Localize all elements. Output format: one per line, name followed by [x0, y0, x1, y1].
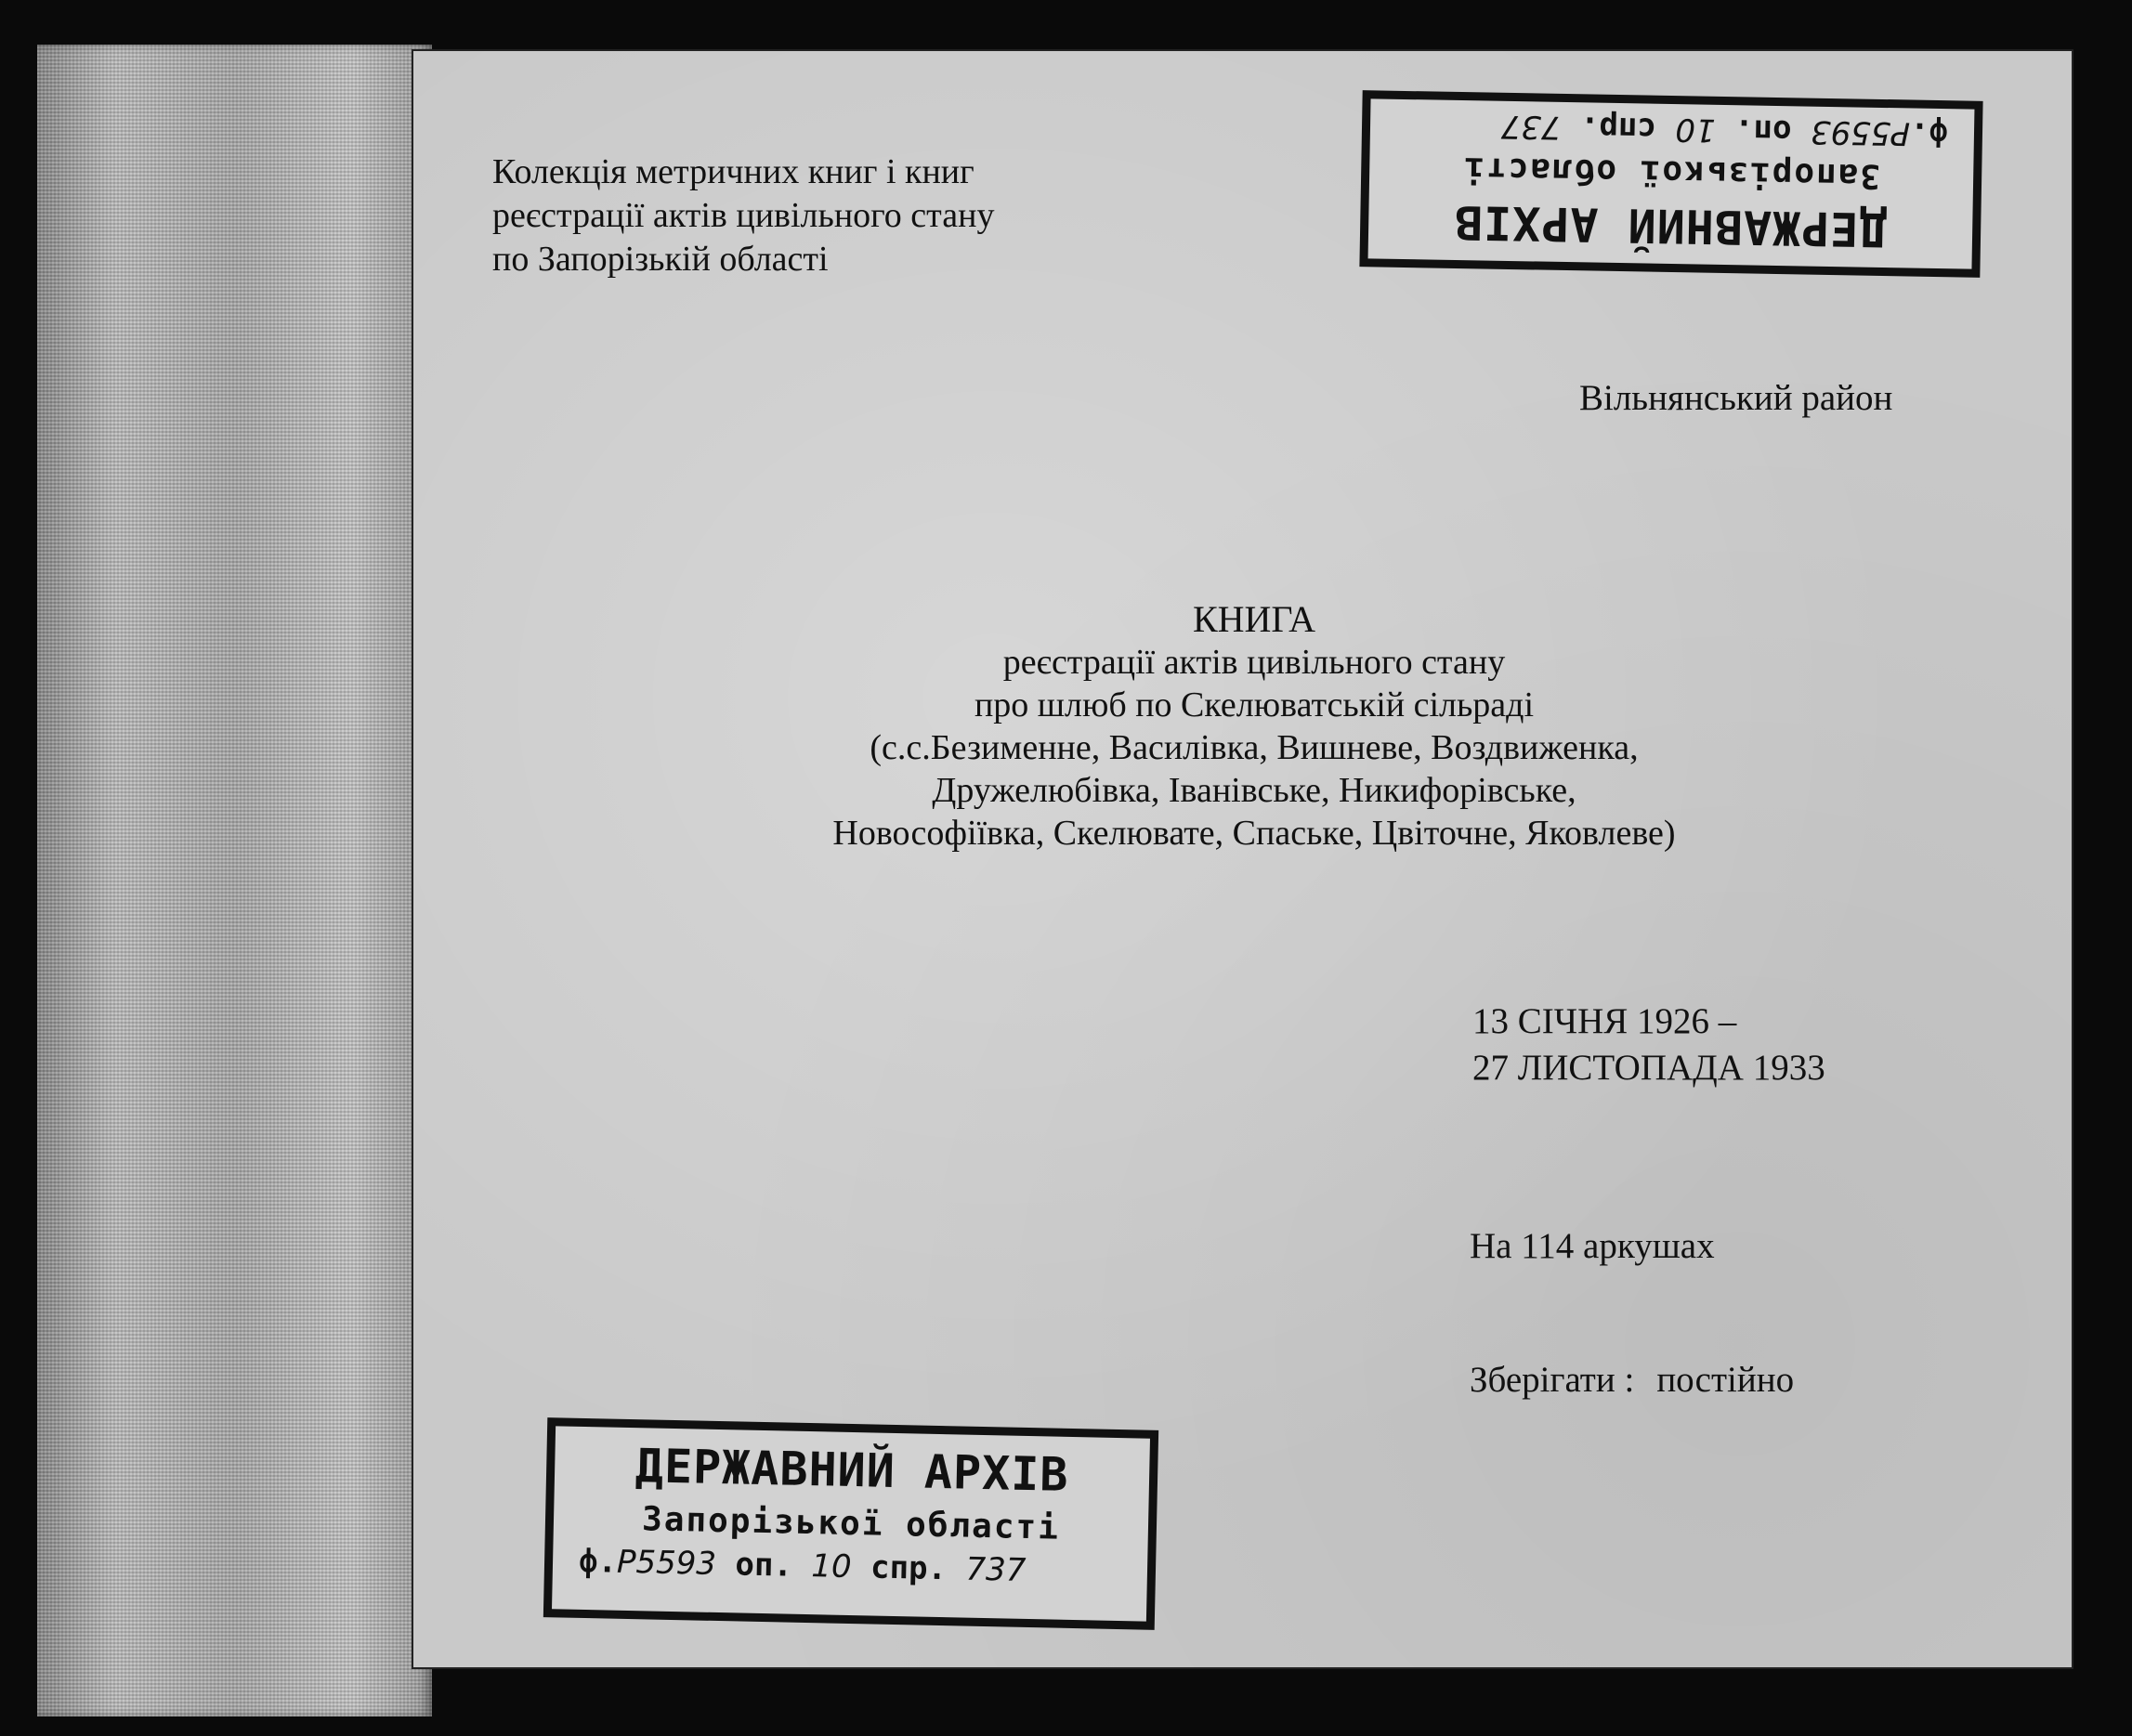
stamp-region: Запорізької області — [1461, 150, 1881, 195]
book-subtitle-line: реєстрації актів цивільного стану — [1002, 643, 1506, 682]
storage-term — [1470, 1358, 1794, 1402]
date-start: 13 СІЧНЯ 1926 – — [1472, 1001, 1737, 1041]
book-title: КНИГА — [1192, 598, 1316, 640]
sheet-count: На 114 аркушах — [1470, 1226, 1715, 1266]
archive-stamp — [543, 1417, 1158, 1630]
stamp-title: ДЕРЖАВНИЙ АРХІВ — [634, 1439, 1070, 1502]
stamp-reference: ф.Р5593 оп. 10 спр. 737 — [578, 1542, 1027, 1589]
book-subtitle-line: про шлюб по Скелюватській сільраді — [974, 685, 1535, 724]
storage-label: Зберігати : — [1470, 1360, 1635, 1400]
date-end: 27 ЛИСТОПАДА 1933 — [1472, 1048, 1825, 1088]
date-range — [1472, 999, 1825, 1091]
stamp-title: ДЕРЖАВНИЙ АРХІВ — [1453, 194, 1888, 257]
storage-value: постійно — [1656, 1360, 1795, 1400]
collection-header: Колекція метричних книг і книг реєстрації актів цивільного стану по Запорізькій області — [492, 152, 995, 279]
stamp-region: Запорізької області — [641, 1500, 1061, 1547]
district-name: Вільнянський район — [1579, 378, 1893, 418]
villages-line: Новософіївка, Скелювате, Спаське, Цвіточне, Яковлеве) — [832, 814, 1676, 853]
stamp-reference: ф.Р5593 оп. 10 спр. 737 — [1500, 107, 1949, 153]
binding-spine — [37, 45, 432, 1716]
book-title-block — [650, 598, 1858, 855]
villages-line: Дружелюбівка, Іванівське, Никифорівське, — [932, 771, 1576, 810]
villages-line: (с.с.Безименне, Василівка, Вишневе, Воздвиженка, — [870, 728, 1639, 767]
archive-stamp-inverted — [1359, 90, 1982, 278]
